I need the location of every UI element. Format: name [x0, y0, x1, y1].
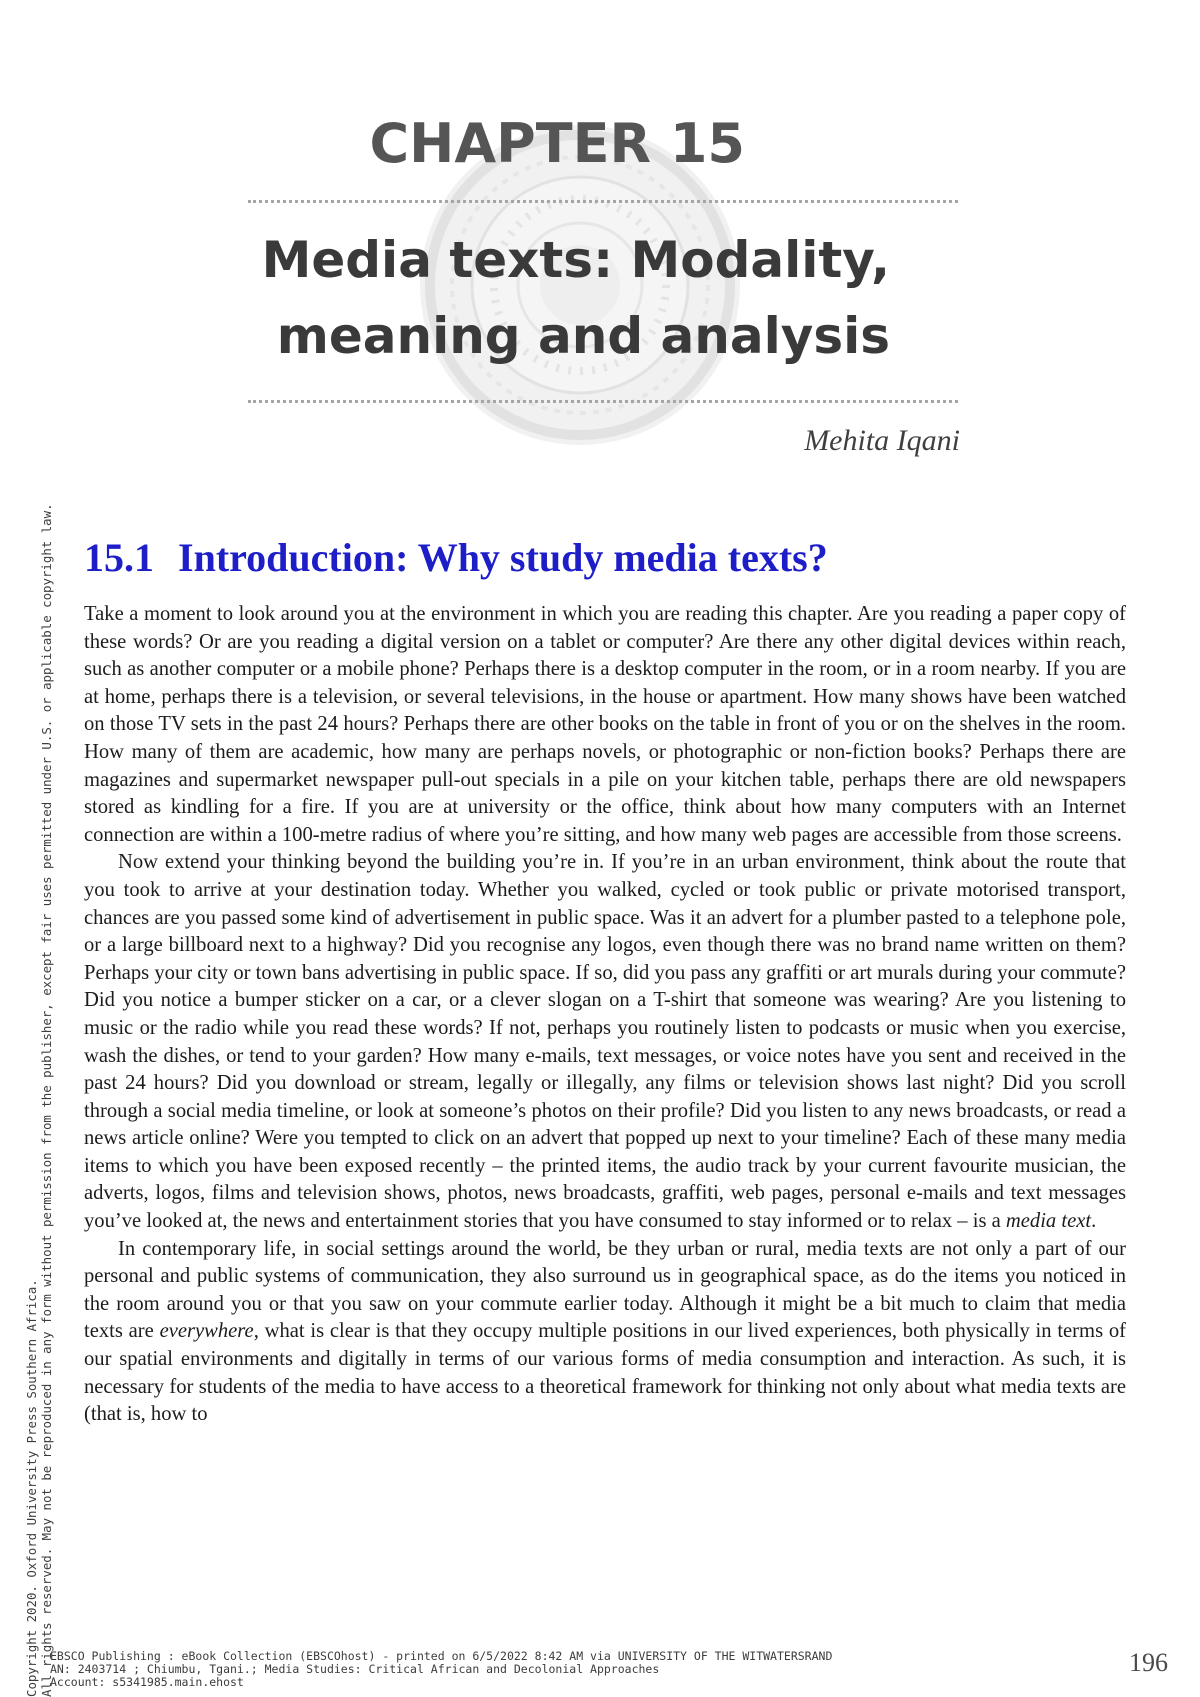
dotted-divider-bottom	[248, 400, 958, 403]
footer-line-3: Account: s5341985.main.ehost	[50, 1675, 244, 1689]
paragraph-2	[84, 849, 1126, 1235]
ebsco-footer	[50, 1650, 832, 1689]
paragraph-2-emphasis: media text	[1005, 1210, 1092, 1233]
chapter-title	[170, 222, 890, 374]
paragraph-3-text-b: , what is clear is that they occupy multiple positions in our lived experiences, both physically in terms of our spatial environments and digitally in terms of our various forms of media consumption and interaction. As such, it is necessary for students of the media to have access to a theoretical framework for thinking not only about what media texts are (that is, how to	[84, 1320, 1126, 1426]
section-number: 15.1	[84, 535, 154, 580]
chapter-label: CHAPTER 15	[369, 112, 745, 175]
paragraph-2-end: .	[1091, 1210, 1097, 1233]
chapter-title-line-1: Media texts: Modality,	[261, 231, 890, 289]
copyright-margin-note	[24, 503, 54, 1697]
page-number: 196	[1129, 1648, 1168, 1677]
footer-line-2: AN: 2403714 ; Chiumbu, Tgani.; Media Studies: Critical African and Decolonial Approaches	[50, 1662, 660, 1676]
paragraph-3-text-a: In contemporary life, in social settings around the world, be they urban or rural, media texts are not only a part of our personal and public systems of communication, they also surround us in geographical space, as do the items you noticed in the room around you or that you saw on your commute earlier today. Although it might be a bit much to claim that media texts are	[84, 1237, 1126, 1343]
chapter-author: Mehita Iqani	[804, 424, 960, 457]
chapter-title-line-2: meaning and analysis	[276, 307, 890, 365]
copyright-line-1: Copyright 2020. Oxford University Press Southern Africa.	[24, 1279, 39, 1697]
paragraph-2-text: Now extend your thinking beyond the building you’re in. If you’re in an urban environment, think about the route that you took to arrive at your destination today. Whether you walked, cycled or took public or private motorised transport, chances are you passed some kind of advertisement in public space. Was it an advert for a plumber pasted to a telephone pole, or a large billboard next to a highway? Did you recognise any logos, even though there was no brand name written on them? Perhaps your city or town bans advertising in public space. If so, did you pass any graffiti or art murals during your commute? Did you notice a bumper sticker on a car, or a clever slogan on a T-shirt that someone was wearing? Are you listening to music or the radio while you read these words? If not, perhaps you routinely listen to podcasts or music when you exercise, wash the dishes, or tend to your garden? How many e-mails, text messages, or voice notes have you sent and received in the past 24 hours? Did you download or stream, legally or illegally, any films or television shows last night? Did you scroll through a social media timeline, or look at someone’s photos on their profile? Did you listen to any news broadcasts, or read a news article online? Were you tempted to click on an advert that popped up next to your timeline? Each of these many media items to which you have been exposed recently – the printed items, the audio track by your current favourite musician, the adverts, logos, films and television shows, photos, news broadcasts, graffiti, web pages, personal e-mails and text messages you’ve looked at, the news and entertainment stories that you have consumed to stay informed or to relax – is a	[84, 851, 1126, 1233]
paragraph-3-emphasis: everywhere	[159, 1320, 254, 1343]
section-heading	[84, 534, 828, 581]
paragraph-1: Take a moment to look around you at the environment in which you are reading this chapter. Are you reading a paper copy of these words? Or are you reading a digital version on a tablet or computer? Are there any other digital devices within reach, such as another computer or a mobile phone? Perhaps there is a desktop computer in the room, or in a room nearby. If you are at home, perhaps there is a television, or several televisions, in the house or apartment. How many shows have been watched on those TV sets in the past 24 hours? Perhaps there are other books on the table in front of you or on the shelves in the room. How many of them are academic, how many are perhaps novels, or photographic or non-fiction books? Perhaps there are magazines and supermarket newspaper pull-out specials in a pile on your kitchen table, perhaps there are old newspapers stored as kindling for a fire. If you are at university or the office, think about how many computers with an Internet connection are within a 100-metre radius of where you’re sitting, and how many web pages are accessible from those screens.	[84, 603, 1126, 846]
copyright-line-2: All rights reserved. May not be reproduced in any form without permission from the publisher, except fair uses permitted under U.S. or applicable copyright law.	[39, 503, 54, 1697]
section-title: Introduction: Why study media texts?	[178, 535, 828, 580]
dotted-divider-top	[248, 200, 958, 203]
body-text	[84, 601, 1126, 1429]
paragraph-3	[84, 1236, 1126, 1429]
footer-line-1: EBSCO Publishing : eBook Collection (EBSCOhost) - printed on 6/5/2022 8:42 AM via UNIVERSITY OF THE WITWATERSRAND	[50, 1649, 833, 1663]
